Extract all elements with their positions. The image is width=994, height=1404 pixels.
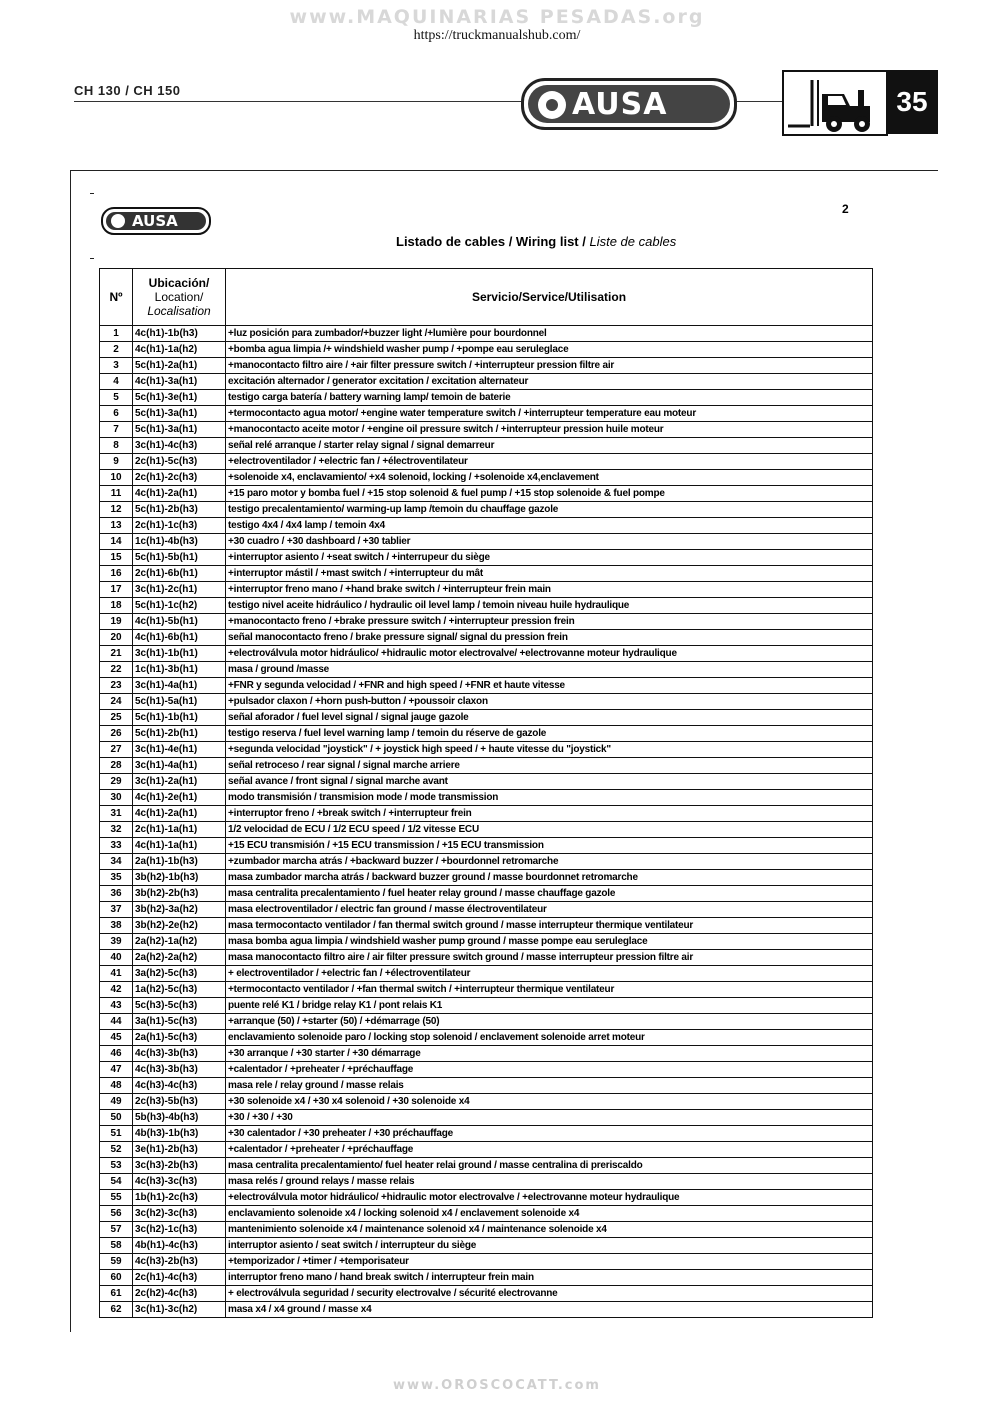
location-cell: 4c(h1)-1a(h1) [133,838,226,854]
service-cell: +30 cuadro / +30 dashboard / +30 tablier [226,534,873,550]
row-number-cell: 21 [100,646,133,662]
location-cell: 3c(h1)-1b(h1) [133,646,226,662]
location-cell: 2a(h2)-2a(h2) [133,950,226,966]
location-cell: 3c(h1)-4e(h1) [133,742,226,758]
service-cell: masa electroventilador / electric fan ground / masse électroventilateur [226,902,873,918]
row-number-cell: 1 [100,326,133,342]
location-cell: 5c(h1)-2a(h1) [133,358,226,374]
table-row [100,1110,873,1126]
table-row [100,1302,873,1318]
table-row [100,774,873,790]
table-row [100,886,873,902]
row-number-cell: 57 [100,1222,133,1238]
service-cell: modo transmisión / transmision mode / mode transmission [226,790,873,806]
service-cell: señal avance / front signal / signal marche avant [226,774,873,790]
service-cell: +interruptor freno mano / +hand brake switch / +interrupteur frein main [226,582,873,598]
service-cell: +luz posición para zumbador/+buzzer light /+lumière pour bourdonnel [226,326,873,342]
row-number-cell: 23 [100,678,133,694]
row-number-cell: 43 [100,998,133,1014]
table-row [100,982,873,998]
table-row [100,870,873,886]
header-service: Servicio/Service/Utilisation [226,269,873,326]
doc-title-main: Listado de cables / Wiring list / [396,234,590,249]
service-cell: testigo 4x4 / 4x4 lamp / temoin 4x4 [226,518,873,534]
service-cell: puente relé K1 / bridge relay K1 / pont relais K1 [226,998,873,1014]
row-number-cell: 2 [100,342,133,358]
header-location [133,269,226,326]
location-cell: 5c(h1)-3a(h1) [133,406,226,422]
service-cell: +interruptor mástil / +mast switch / +interrupteur du mât [226,566,873,582]
wiring-list-table [99,268,873,1318]
row-number-cell: 37 [100,902,133,918]
location-cell: 3c(h1)-3c(h2) [133,1302,226,1318]
location-cell: 4c(h1)-2a(h1) [133,806,226,822]
table-row [100,454,873,470]
location-cell: 4c(h1)-3a(h1) [133,374,226,390]
row-number-cell: 60 [100,1270,133,1286]
doc-title-french: Liste de cables [589,234,677,249]
location-cell: 3c(h1)-4a(h1) [133,758,226,774]
table-row [100,502,873,518]
header-location-en: Location/ [154,290,204,304]
row-number-cell: 47 [100,1062,133,1078]
row-number-cell: 5 [100,390,133,406]
service-cell: testigo carga batería / battery warning lamp/ temoin de baterie [226,390,873,406]
service-cell: +termocontacto ventilador / +fan thermal switch / +interrupteur thermique ventilateur [226,982,873,998]
location-cell: 3c(h2)-1c(h3) [133,1222,226,1238]
table-header-row [100,269,873,326]
service-cell: +segunda velocidad "joystick" / + joystick high speed / + haute vitesse du "joystick" [226,742,873,758]
row-number-cell: 30 [100,790,133,806]
header-location-es: Ubicación/ [148,276,210,290]
table-row [100,902,873,918]
location-cell: 3c(h1)-2c(h1) [133,582,226,598]
table-row [100,1126,873,1142]
row-number-cell: 17 [100,582,133,598]
top-watermark: www.MAQUINARIAS PESADAS.org [289,6,705,28]
location-cell: 2a(h1)-5c(h3) [133,1030,226,1046]
service-cell: +FNR y segunda velocidad / +FNR and high speed / +FNR et haute vitesse [226,678,873,694]
row-number-cell: 14 [100,534,133,550]
forklift-icon [782,70,888,136]
row-number-cell: 54 [100,1174,133,1190]
service-cell: +zumbador marcha atrás / +backward buzzer / +bourdonnel retromarche [226,854,873,870]
table-row [100,582,873,598]
table-row [100,438,873,454]
row-number-cell: 12 [100,502,133,518]
table-row [100,1190,873,1206]
row-number-cell: 19 [100,614,133,630]
location-cell: 2c(h1)-1a(h1) [133,822,226,838]
brand-logo-text: AUSA [572,87,668,122]
table-row [100,790,873,806]
table-row [100,342,873,358]
service-cell: interruptor freno mano / hand break switch / interrupteur frein main [226,1270,873,1286]
location-cell: 5c(h3)-5c(h3) [133,998,226,1014]
location-cell: 4c(h1)-5b(h1) [133,614,226,630]
service-cell: masa x4 / x4 ground / masse x4 [226,1302,873,1318]
location-cell: 3b(h2)-2b(h3) [133,886,226,902]
row-number-cell: 59 [100,1254,133,1270]
row-number-cell: 31 [100,806,133,822]
source-url[interactable]: https://truckmanualshub.com/ [413,28,581,43]
service-cell: +arranque (50) / +starter (50) / +démarrage (50) [226,1014,873,1030]
table-row [100,374,873,390]
service-cell: +pulsador claxon / +horn push-button / +poussoir claxon [226,694,873,710]
location-cell: 5c(h1)-3a(h1) [133,422,226,438]
table-row [100,1078,873,1094]
location-cell: 5c(h1)-1c(h2) [133,598,226,614]
location-cell: 5c(h1)-2b(h1) [133,726,226,742]
row-number-cell: 18 [100,598,133,614]
location-cell: 2a(h2)-1a(h2) [133,934,226,950]
service-cell: masa manocontacto filtro aire / air filter pressure switch ground / masse interrupteur pression filtre air [226,950,873,966]
service-cell: +30 solenoide x4 / +30 x4 solenoid / +30 solenoide x4 [226,1094,873,1110]
table-row [100,1222,873,1238]
service-cell: + electroválvula seguridad / security electrovalve / sécurité electrovanne [226,1286,873,1302]
row-number-cell: 26 [100,726,133,742]
scan-mark [90,193,94,194]
location-cell: 1a(h2)-5c(h3) [133,982,226,998]
location-cell: 5c(h1)-2b(h3) [133,502,226,518]
table-row [100,726,873,742]
row-number-cell: 22 [100,662,133,678]
row-number-cell: 49 [100,1094,133,1110]
scan-mark [90,258,94,259]
location-cell: 2a(h1)-1b(h3) [133,854,226,870]
location-cell: 2c(h3)-5b(h3) [133,1094,226,1110]
row-number-cell: 44 [100,1014,133,1030]
table-row [100,1094,873,1110]
table-row [100,934,873,950]
service-cell: +30 arranque / +30 starter / +30 démarrage [226,1046,873,1062]
table-row [100,630,873,646]
location-cell: 5c(h1)-1b(h1) [133,710,226,726]
row-number-cell: 32 [100,822,133,838]
location-cell: 3b(h2)-1b(h3) [133,870,226,886]
model-label: CH 130 / CH 150 [74,83,181,98]
location-cell: 3a(h1)-5c(h3) [133,1014,226,1030]
service-cell: interruptor asiento / seat switch / interrupteur du siège [226,1238,873,1254]
location-cell: 4c(h3)-3b(h3) [133,1062,226,1078]
row-number-cell: 41 [100,966,133,982]
service-cell: +solenoide x4, enclavamiento/ +x4 solenoid, locking / +solenoide x4,enclavement [226,470,873,486]
row-number-cell: 52 [100,1142,133,1158]
header-location-fr: Localisation [147,304,211,318]
table-row [100,646,873,662]
row-number-cell: 25 [100,710,133,726]
row-number-cell: 7 [100,422,133,438]
row-number-cell: 20 [100,630,133,646]
table-row [100,822,873,838]
row-number-cell: 13 [100,518,133,534]
location-cell: 3b(h2)-3a(h2) [133,902,226,918]
row-number-cell: 36 [100,886,133,902]
row-number-cell: 24 [100,694,133,710]
row-number-cell: 42 [100,982,133,998]
location-cell: 3c(h1)-4c(h3) [133,438,226,454]
table-row [100,1286,873,1302]
table-body [100,326,873,1318]
location-cell: 3e(h1)-2b(h3) [133,1142,226,1158]
row-number-cell: 9 [100,454,133,470]
row-number-cell: 34 [100,854,133,870]
service-cell: +30 / +30 / +30 [226,1110,873,1126]
location-cell: 2c(h1)-2c(h3) [133,470,226,486]
location-cell: 4b(h3)-1b(h3) [133,1126,226,1142]
table-row [100,838,873,854]
table-row [100,966,873,982]
service-cell: +electroventilador / +electric fan / +électroventilateur [226,454,873,470]
location-cell: 4c(h1)-1b(h3) [133,326,226,342]
table-row [100,614,873,630]
row-number-cell: 40 [100,950,133,966]
table-row [100,550,873,566]
service-cell: enclavamiento solenoide paro / locking stop solenoid / enclavement solenoide arret moteur [226,1030,873,1046]
table-row [100,566,873,582]
row-number-cell: 46 [100,1046,133,1062]
table-row [100,758,873,774]
doc-number: 2 [842,202,849,216]
table-row [100,598,873,614]
page-number: 35 [886,70,938,134]
table-row [100,1030,873,1046]
row-number-cell: 58 [100,1238,133,1254]
table-row [100,1158,873,1174]
service-cell: +manocontacto filtro aire / +air filter pressure switch / +interrupteur pression filtre air [226,358,873,374]
doc-title [396,234,676,249]
row-number-cell: 28 [100,758,133,774]
service-cell: señal retroceso / rear signal / signal marche arriere [226,758,873,774]
location-cell: 4c(h1)-1a(h2) [133,342,226,358]
service-cell: +temporizador / +timer / +temporisateur [226,1254,873,1270]
row-number-cell: 48 [100,1078,133,1094]
table-row [100,1270,873,1286]
location-cell: 1c(h1)-4b(h3) [133,534,226,550]
service-cell: masa bomba agua limpia / windshield washer pump ground / masse pompe eau seruleglace [226,934,873,950]
location-cell: 3c(h2)-3c(h3) [133,1206,226,1222]
table-row [100,534,873,550]
table-row [100,678,873,694]
location-cell: 3b(h2)-2e(h2) [133,918,226,934]
service-cell: masa relés / ground relays / masse relais [226,1174,873,1190]
location-cell: 4c(h1)-2e(h1) [133,790,226,806]
table-row [100,390,873,406]
service-cell: masa centralita precalentamiento/ fuel heater relai ground / masse centralina di preriscaldo [226,1158,873,1174]
table-row [100,1014,873,1030]
location-cell: 3c(h1)-2a(h1) [133,774,226,790]
service-cell: +calentador / +preheater / +préchauffage [226,1142,873,1158]
table-row [100,1046,873,1062]
service-cell: excitación alternador / generator excitation / excitation alternateur [226,374,873,390]
table-row [100,806,873,822]
service-cell: señal aforador / fuel level signal / signal jauge gazole [226,710,873,726]
row-number-cell: 10 [100,470,133,486]
table-row [100,1142,873,1158]
table-row [100,998,873,1014]
table-row [100,1174,873,1190]
location-cell: 5c(h1)-5b(h1) [133,550,226,566]
service-cell: +electroválvula motor hidráulico/ +hidraulic motor electrovalve/ +electrovanne moteur hydraulique [226,646,873,662]
logo-mark-icon [538,91,566,119]
header-number: Nº [100,269,133,326]
table-row [100,1206,873,1222]
service-cell: testigo precalentamiento/ warming-up lamp /temoin du chauffage gazole [226,502,873,518]
row-number-cell: 38 [100,918,133,934]
table-row [100,406,873,422]
location-cell: 4c(h3)-3b(h3) [133,1046,226,1062]
table-row [100,326,873,342]
table-row [100,358,873,374]
document-frame-top [70,170,938,171]
location-cell: 4c(h1)-6b(h1) [133,630,226,646]
service-cell: +15 ECU transmisión / +15 ECU transmission / +15 ECU transmission [226,838,873,854]
location-cell: 4b(h1)-4c(h3) [133,1238,226,1254]
service-cell: +15 paro motor y bomba fuel / +15 stop solenoid & fuel pump / +15 stop solenoide & fuel pompe [226,486,873,502]
service-cell: enclavamiento solenoide x4 / locking solenoid x4 / enclavement solenoide x4 [226,1206,873,1222]
location-cell: 1b(h1)-2c(h3) [133,1190,226,1206]
table-row [100,1238,873,1254]
location-cell: 2c(h1)-4c(h3) [133,1270,226,1286]
row-number-cell: 53 [100,1158,133,1174]
location-cell: 3a(h2)-5c(h3) [133,966,226,982]
location-cell: 3c(h1)-4a(h1) [133,678,226,694]
table-row [100,710,873,726]
location-cell: 4c(h1)-2a(h1) [133,486,226,502]
service-cell: masa / ground /masse [226,662,873,678]
document-frame-left [70,170,71,1332]
location-cell: 2c(h1)-5c(h3) [133,454,226,470]
service-cell: testigo reserva / fuel level warning lamp / temoin du réserve de gazole [226,726,873,742]
location-cell: 5c(h1)-3e(h1) [133,390,226,406]
service-cell: +30 calentador / +30 preheater / +30 préchauffage [226,1126,873,1142]
table-row [100,1254,873,1270]
row-number-cell: 35 [100,870,133,886]
location-cell: 3c(h3)-2b(h3) [133,1158,226,1174]
service-cell: mantenimiento solenoide x4 / maintenance solenoid x4 / maintenance solenoide x4 [226,1222,873,1238]
row-number-cell: 51 [100,1126,133,1142]
location-cell: 2c(h1)-6b(h1) [133,566,226,582]
service-cell: +manocontacto freno / +brake pressure switch / +interrupteur pression frein [226,614,873,630]
row-number-cell: 8 [100,438,133,454]
row-number-cell: 6 [100,406,133,422]
table-row [100,694,873,710]
row-number-cell: 61 [100,1286,133,1302]
service-cell: 1/2 velocidad de ECU / 1/2 ECU speed / 1/2 vitesse ECU [226,822,873,838]
service-cell: +bomba agua limpia /+ windshield washer pump / +pompe eau seruleglace [226,342,873,358]
location-cell: 2c(h2)-4c(h3) [133,1286,226,1302]
location-cell: 4c(h3)-3c(h3) [133,1174,226,1190]
row-number-cell: 56 [100,1206,133,1222]
brand-logo [521,78,737,130]
service-cell: masa centralita precalentamiento / fuel heater relay ground / masse chauffage gazole [226,886,873,902]
doc-logo-text: AUSA [132,212,178,230]
row-number-cell: 3 [100,358,133,374]
table-row [100,422,873,438]
service-cell: +manocontacto aceite motor / +engine oil pressure switch / +interrupteur pression huile moteur [226,422,873,438]
location-cell: 4c(h3)-2b(h3) [133,1254,226,1270]
row-number-cell: 50 [100,1110,133,1126]
service-cell: señal relé arranque / starter relay signal / signal demarreur [226,438,873,454]
location-cell: 2c(h1)-1c(h3) [133,518,226,534]
location-cell: 1c(h1)-3b(h1) [133,662,226,678]
table-row [100,854,873,870]
table-row [100,1062,873,1078]
row-number-cell: 45 [100,1030,133,1046]
service-cell: +termocontacto agua motor/ +engine water temperature switch / +interrupteur temperature eau moteur [226,406,873,422]
service-cell: +interruptor asiento / +seat switch / +interrupeur du siège [226,550,873,566]
row-number-cell: 39 [100,934,133,950]
row-number-cell: 16 [100,566,133,582]
doc-logo [101,207,211,235]
service-cell: + electroventilador / +electric fan / +électroventilateur [226,966,873,982]
row-number-cell: 4 [100,374,133,390]
row-number-cell: 62 [100,1302,133,1318]
row-number-cell: 27 [100,742,133,758]
service-cell: masa rele / relay ground / masse relais [226,1078,873,1094]
table-row [100,918,873,934]
location-cell: 5b(h3)-4b(h3) [133,1110,226,1126]
table-row [100,486,873,502]
service-cell: +calentador / +preheater / +préchauffage [226,1062,873,1078]
bottom-watermark: www.OROSCOCATT.com [393,1378,601,1393]
row-number-cell: 55 [100,1190,133,1206]
service-cell: masa zumbador marcha atrás / backward buzzer ground / masse bourdonnet retromarche [226,870,873,886]
service-cell: señal manocontacto freno / brake pressure signal/ signal du pression frein [226,630,873,646]
service-cell: masa termocontacto ventilador / fan thermal switch ground / masse interrupteur thermique ventilateur [226,918,873,934]
location-cell: 5c(h1)-5a(h1) [133,694,226,710]
table-row [100,518,873,534]
table-row [100,662,873,678]
location-cell: 4c(h3)-4c(h3) [133,1078,226,1094]
table-row [100,950,873,966]
service-cell: +interruptor freno / +break switch / +interrupteur frein [226,806,873,822]
service-cell: testigo nivel aceite hidráulico / hydraulic oil level lamp / temoin niveau huile hydraulique [226,598,873,614]
row-number-cell: 29 [100,774,133,790]
logo-mark-icon [111,214,125,228]
row-number-cell: 15 [100,550,133,566]
table-row [100,742,873,758]
table-row [100,470,873,486]
service-cell: +electroválvula motor hidráulico/ +hidraulic motor electrovalve / +electrovanne moteur hydraulique [226,1190,873,1206]
row-number-cell: 11 [100,486,133,502]
row-number-cell: 33 [100,838,133,854]
